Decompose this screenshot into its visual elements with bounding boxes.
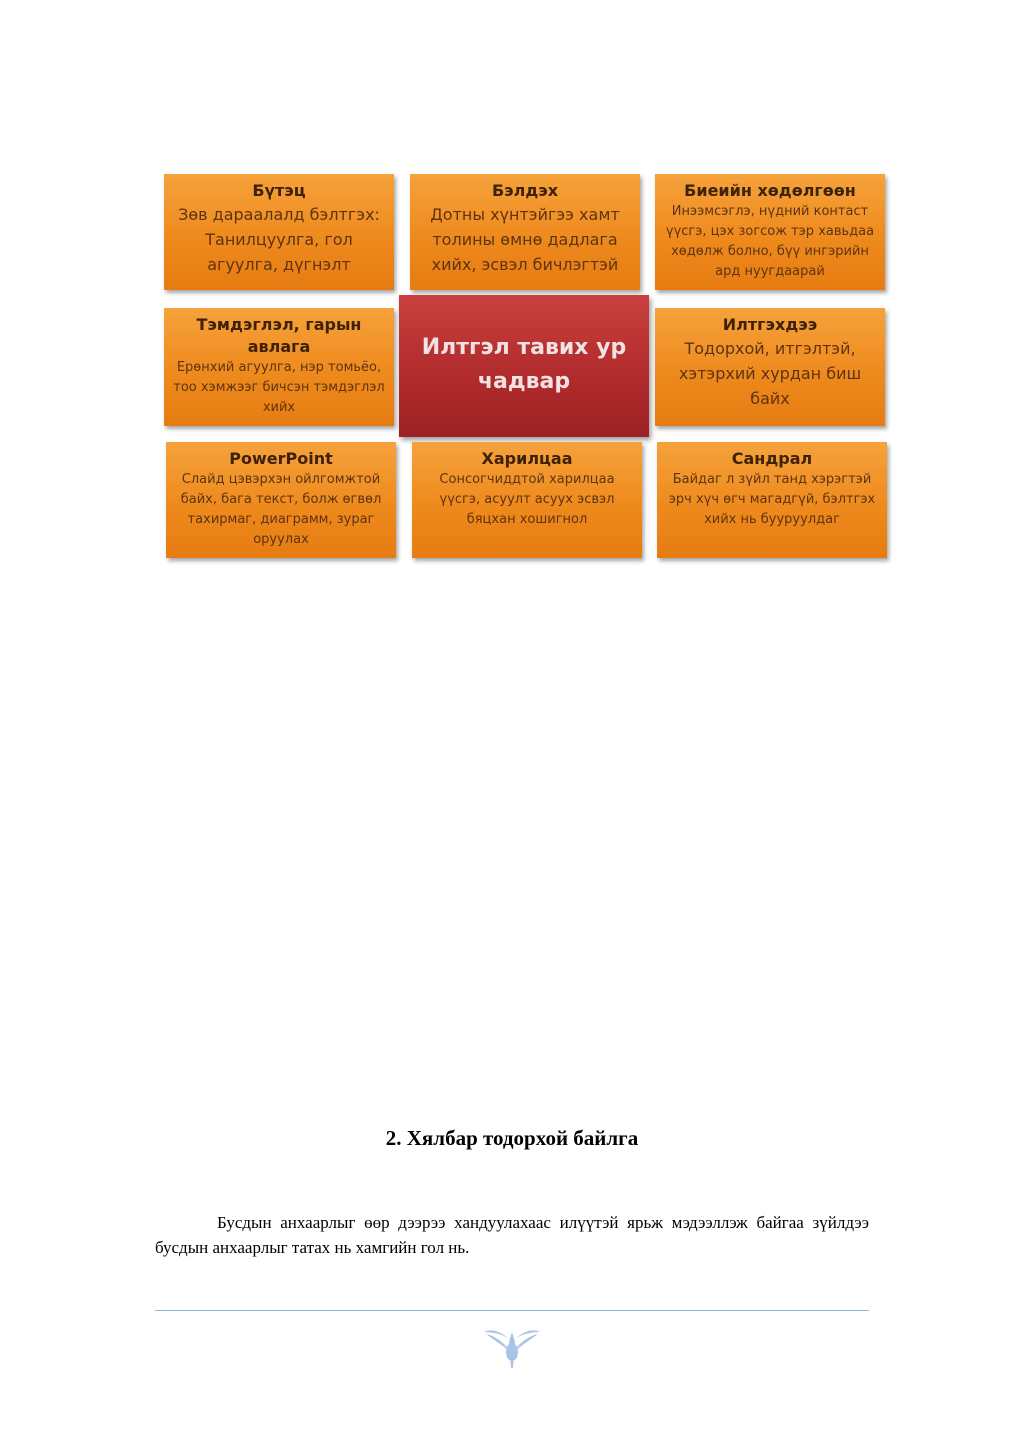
diagram-box-delivery [655, 308, 885, 426]
box-title: Биеийн хөдөлгөөн [684, 181, 856, 200]
diagram-box-preparation [410, 174, 640, 290]
diagram-center-title: Илтгэл тавих ур чадвар [399, 295, 649, 437]
box-body: Слайд цэвэрхэн ойлгомжтой байх, бага текст, болж өгвөл тахирмаг, диаграмм, зураг оруулах [180, 472, 382, 547]
box-body: Инээмсэглэ, нүдний контаст үүсгэ, цэх зогсож тэр хавьдаа хөдөлж болно, бүү ингэрийн ард нуугдаарай [665, 204, 875, 279]
box-title: Сандрал [731, 449, 813, 468]
box-body: Байдаг л зүйл танд хэрэгтэй эрч хүч өгч магадгүй, бэлтгэх хийх нь бууруулдаг [668, 472, 876, 527]
box-body: Дотны хүнтэйгээ хамт толины өмнө дадлага хийх, эсвэл бичлэгтэй [430, 205, 620, 274]
body-paragraph: Бусдын анхаарлыг өөр дээрээ хандуулахаас илүүтэй ярьж мэдээллэж байгаа зүйлдээ бусдын анхаарлыг татах нь хамгийн гол нь. [155, 1213, 869, 1257]
ornament-icon [480, 1324, 544, 1370]
box-body: Тодорхой, итгэлтэй, хэтэрхий хурдан биш байх [678, 339, 862, 408]
diagram-box-anxiety [657, 442, 887, 558]
diagram-box-interaction [412, 442, 642, 558]
diagram-box-structure [164, 174, 394, 290]
diagram-box-notes [164, 308, 394, 426]
box-body: Ерөнхий агуулга, нэр томьёо, тоо хэмжээг бичсэн тэмдэглэл хийх [173, 360, 385, 415]
footer-divider [155, 1310, 869, 1311]
box-title: Харилцаа [481, 449, 573, 468]
section-heading: 2. Хялбар тодорхой байлга [385, 1126, 639, 1150]
box-title: Тэмдэглэл, гарын авлага [196, 315, 362, 356]
diagram-box-powerpoint [166, 442, 396, 558]
box-body: Сонсогчиддтой харилцаа үүсгэ, асуулт асуух эсвэл бяцхан хошигнол [439, 472, 615, 527]
box-title: Бэлдэх [491, 181, 559, 200]
box-title: Бүтэц [252, 181, 306, 200]
box-body: Зөв дараалалд бэлтгэх: Танилцуулга, гол агуулга, дүгнэлт [178, 205, 380, 274]
box-title: Илтгэхдээ [722, 315, 818, 334]
diagram-box-body-language [655, 174, 885, 290]
box-title: PowerPoint [229, 449, 333, 468]
presentation-skills-diagram [160, 170, 892, 565]
